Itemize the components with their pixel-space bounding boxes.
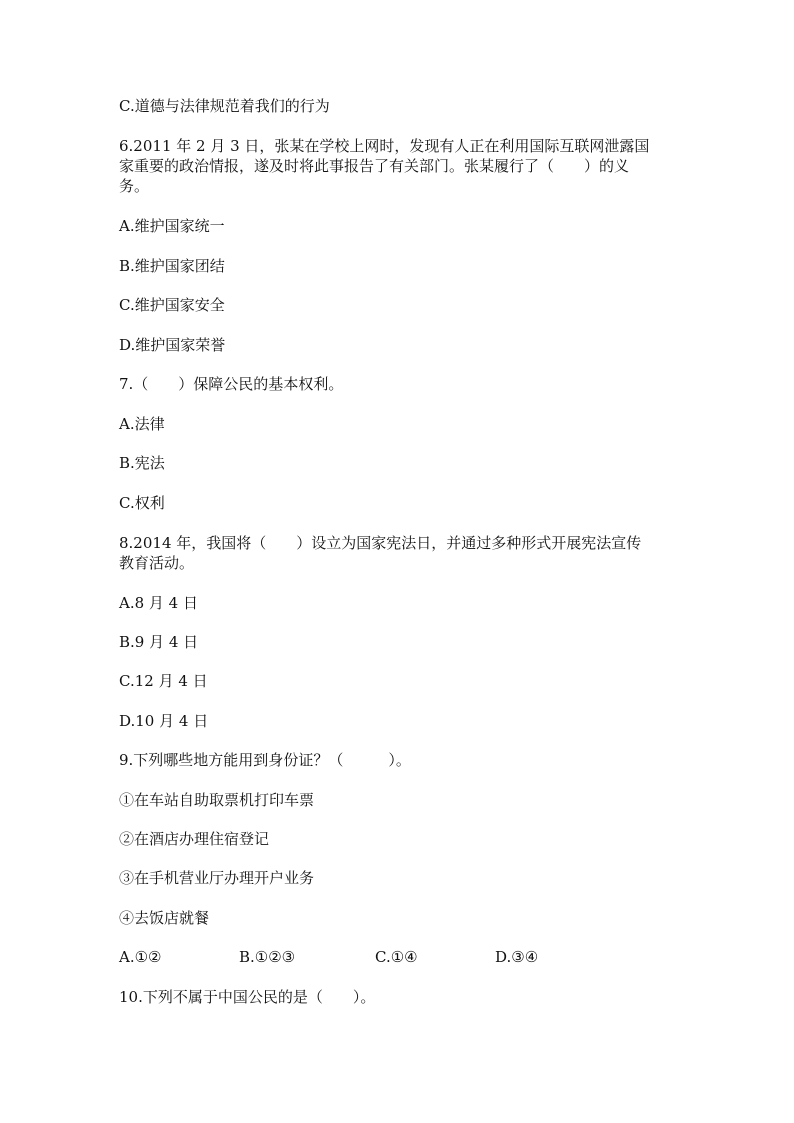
q8-stem-line-1: 8.2014 年，我国将（ ）设立为国家宪法日，并通过多种形式开展宪法宣传 — [119, 534, 642, 552]
q7-option-c: C.权利 — [119, 494, 165, 512]
q7-option-a: A.法律 — [119, 415, 165, 433]
q6-stem-line-3: 务。 — [119, 177, 150, 195]
q6-option-b: B.维护国家团结 — [119, 257, 225, 275]
q5-option-c: C.道德与法律规范着我们的行为 — [119, 97, 330, 115]
q9-option-c: C.①④ — [375, 948, 418, 966]
q9-option-a: A.①② — [119, 948, 162, 966]
q8-option-b: B.9 月 4 日 — [119, 633, 199, 651]
q8-option-a: A.8 月 4 日 — [119, 594, 198, 612]
q6-stem-line-2: 家重要的政治情报，遂及时将此事报告了有关部门。张某履行了（ ）的义 — [119, 157, 630, 175]
q8-stem — [119, 533, 679, 573]
q6-option-d: D.维护国家荣誉 — [119, 336, 226, 354]
q9-option-d: D.③④ — [495, 948, 539, 966]
q7-stem: 7.（ ）保障公民的基本权利。 — [119, 375, 344, 393]
q9-statement-1: ①在车站自助取票机打印车票 — [119, 791, 315, 809]
q7-option-b: B.宪法 — [119, 454, 165, 472]
q9-statement-2: ②在酒店办理住宿登记 — [119, 830, 270, 848]
q6-stem-line-1: 6.2011 年 2 月 3 日，张某在学校上网时，发现有人正在利用国际互联网泄露国 — [119, 137, 650, 155]
q8-option-c: C.12 月 4 日 — [119, 672, 208, 690]
q8-stem-line-2: 教育活动。 — [119, 554, 195, 572]
q6-option-c: C.维护国家安全 — [119, 296, 225, 314]
q9-option-b: B.①②③ — [239, 948, 296, 966]
q6-option-a: A.维护国家统一 — [119, 217, 225, 235]
q9-stem: 9.下列哪些地方能用到身份证？（ ）。 — [119, 751, 411, 769]
q6-stem — [119, 136, 679, 196]
q10-stem: 10.下列不属于中国公民的是（ ）。 — [119, 988, 376, 1006]
q9-statement-3: ③在手机营业厅办理开户业务 — [119, 869, 315, 887]
q9-statement-4: ④去饭店就餐 — [119, 909, 210, 927]
q8-option-d: D.10 月 4 日 — [119, 712, 209, 730]
